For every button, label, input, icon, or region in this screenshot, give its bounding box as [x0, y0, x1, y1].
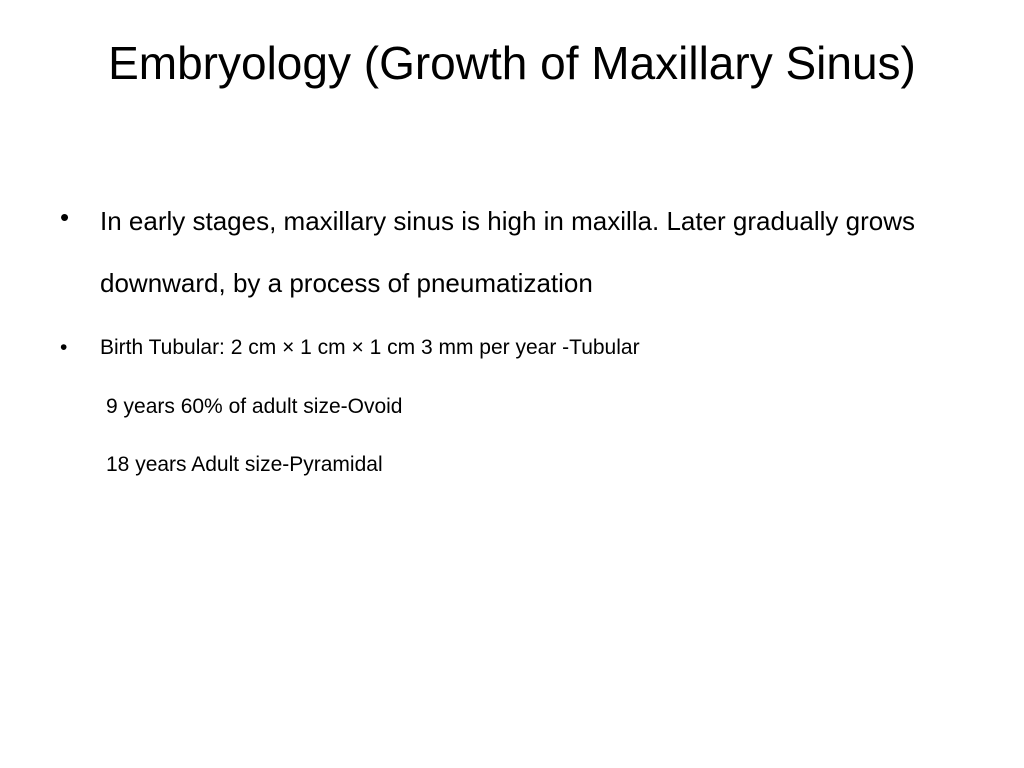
- bullet-text: In early stages, maxillary sinus is high in maxilla. Later gradually grows downward, by a process of pneumatization: [100, 206, 916, 298]
- bullet-marker-icon: •: [60, 336, 68, 359]
- slide-title: Embryology (Growth of Maxillary Sinus): [108, 37, 916, 89]
- bullet-marker-icon: •: [60, 202, 70, 232]
- sub-line-item: 9 years 60% of adult size-Ovoid: [106, 395, 403, 418]
- bullet-item: [60, 190, 960, 314]
- bullet-text: Birth Tubular: 2 cm × 1 cm × 1 cm 3 mm per year -Tubular: [100, 336, 640, 359]
- bullet-item: [60, 332, 960, 364]
- sub-line-item: 18 years Adult size-Pyramidal: [106, 453, 383, 476]
- slide-content: [60, 194, 960, 481]
